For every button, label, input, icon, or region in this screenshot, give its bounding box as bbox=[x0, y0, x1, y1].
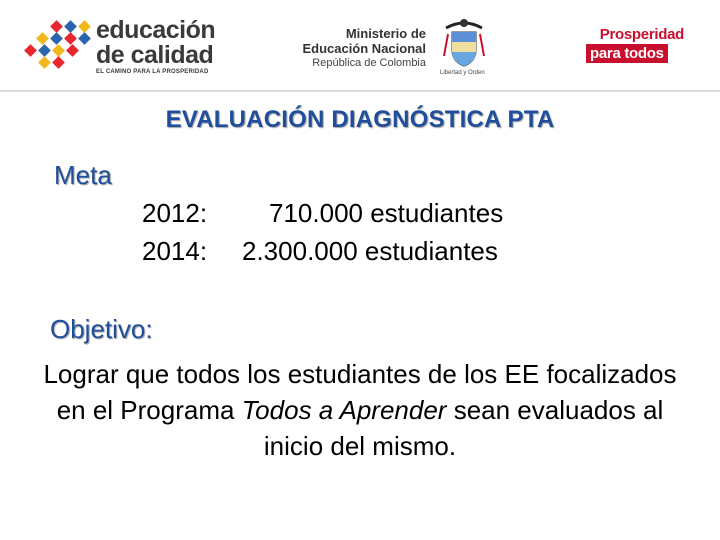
ministerio-line3: República de Colombia bbox=[312, 57, 426, 69]
prosperidad-para-todos-logo bbox=[584, 26, 684, 72]
goal-row-2012 bbox=[142, 198, 503, 229]
educacion-de-calidad-logo bbox=[22, 14, 222, 76]
ministerio-line2: Educación Nacional bbox=[302, 41, 426, 56]
header bbox=[0, 0, 720, 92]
header-divider bbox=[0, 90, 720, 92]
educacion-logo-line1: educación bbox=[96, 16, 216, 44]
program-name: Todos a Aprender bbox=[241, 395, 447, 425]
ministerio-text bbox=[302, 26, 426, 70]
goal-year: 2012: bbox=[142, 198, 208, 228]
colombia-coat-of-arms-icon bbox=[442, 16, 486, 70]
prosperidad-line2: para todos bbox=[586, 44, 668, 63]
goal-year: 2014: bbox=[142, 236, 208, 266]
ministerio-educacion-logo bbox=[294, 16, 490, 82]
goal-row-2014 bbox=[142, 236, 498, 267]
goal-value: 710.000 estudiantes bbox=[269, 198, 504, 228]
objetivo-text bbox=[40, 356, 680, 464]
meta-label: Meta bbox=[54, 160, 112, 190]
goal-value: 2.300.000 estudiantes bbox=[242, 236, 498, 266]
objetivo-text-start: Lograr que todos los estudiantes de los EE focalizados en el Programa bbox=[43, 359, 677, 425]
objetivo-text-end: sean evaluados al inicio del mismo. bbox=[263, 395, 664, 461]
educacion-logo-tagline: EL CAMINO PARA LA PROSPERIDAD bbox=[96, 69, 209, 75]
educacion-logo-line2: de calidad bbox=[96, 41, 214, 69]
ministerio-motto: Libertad y Orden bbox=[440, 70, 485, 76]
prosperidad-line1: Prosperidad bbox=[599, 26, 684, 43]
slide-title: EVALUACIÓN DIAGNÓSTICA PTA bbox=[165, 106, 555, 133]
objetivo-label: Objetivo: bbox=[50, 314, 153, 344]
colored-squares-icon bbox=[22, 20, 92, 72]
ministerio-line1: Ministerio de bbox=[345, 26, 426, 41]
